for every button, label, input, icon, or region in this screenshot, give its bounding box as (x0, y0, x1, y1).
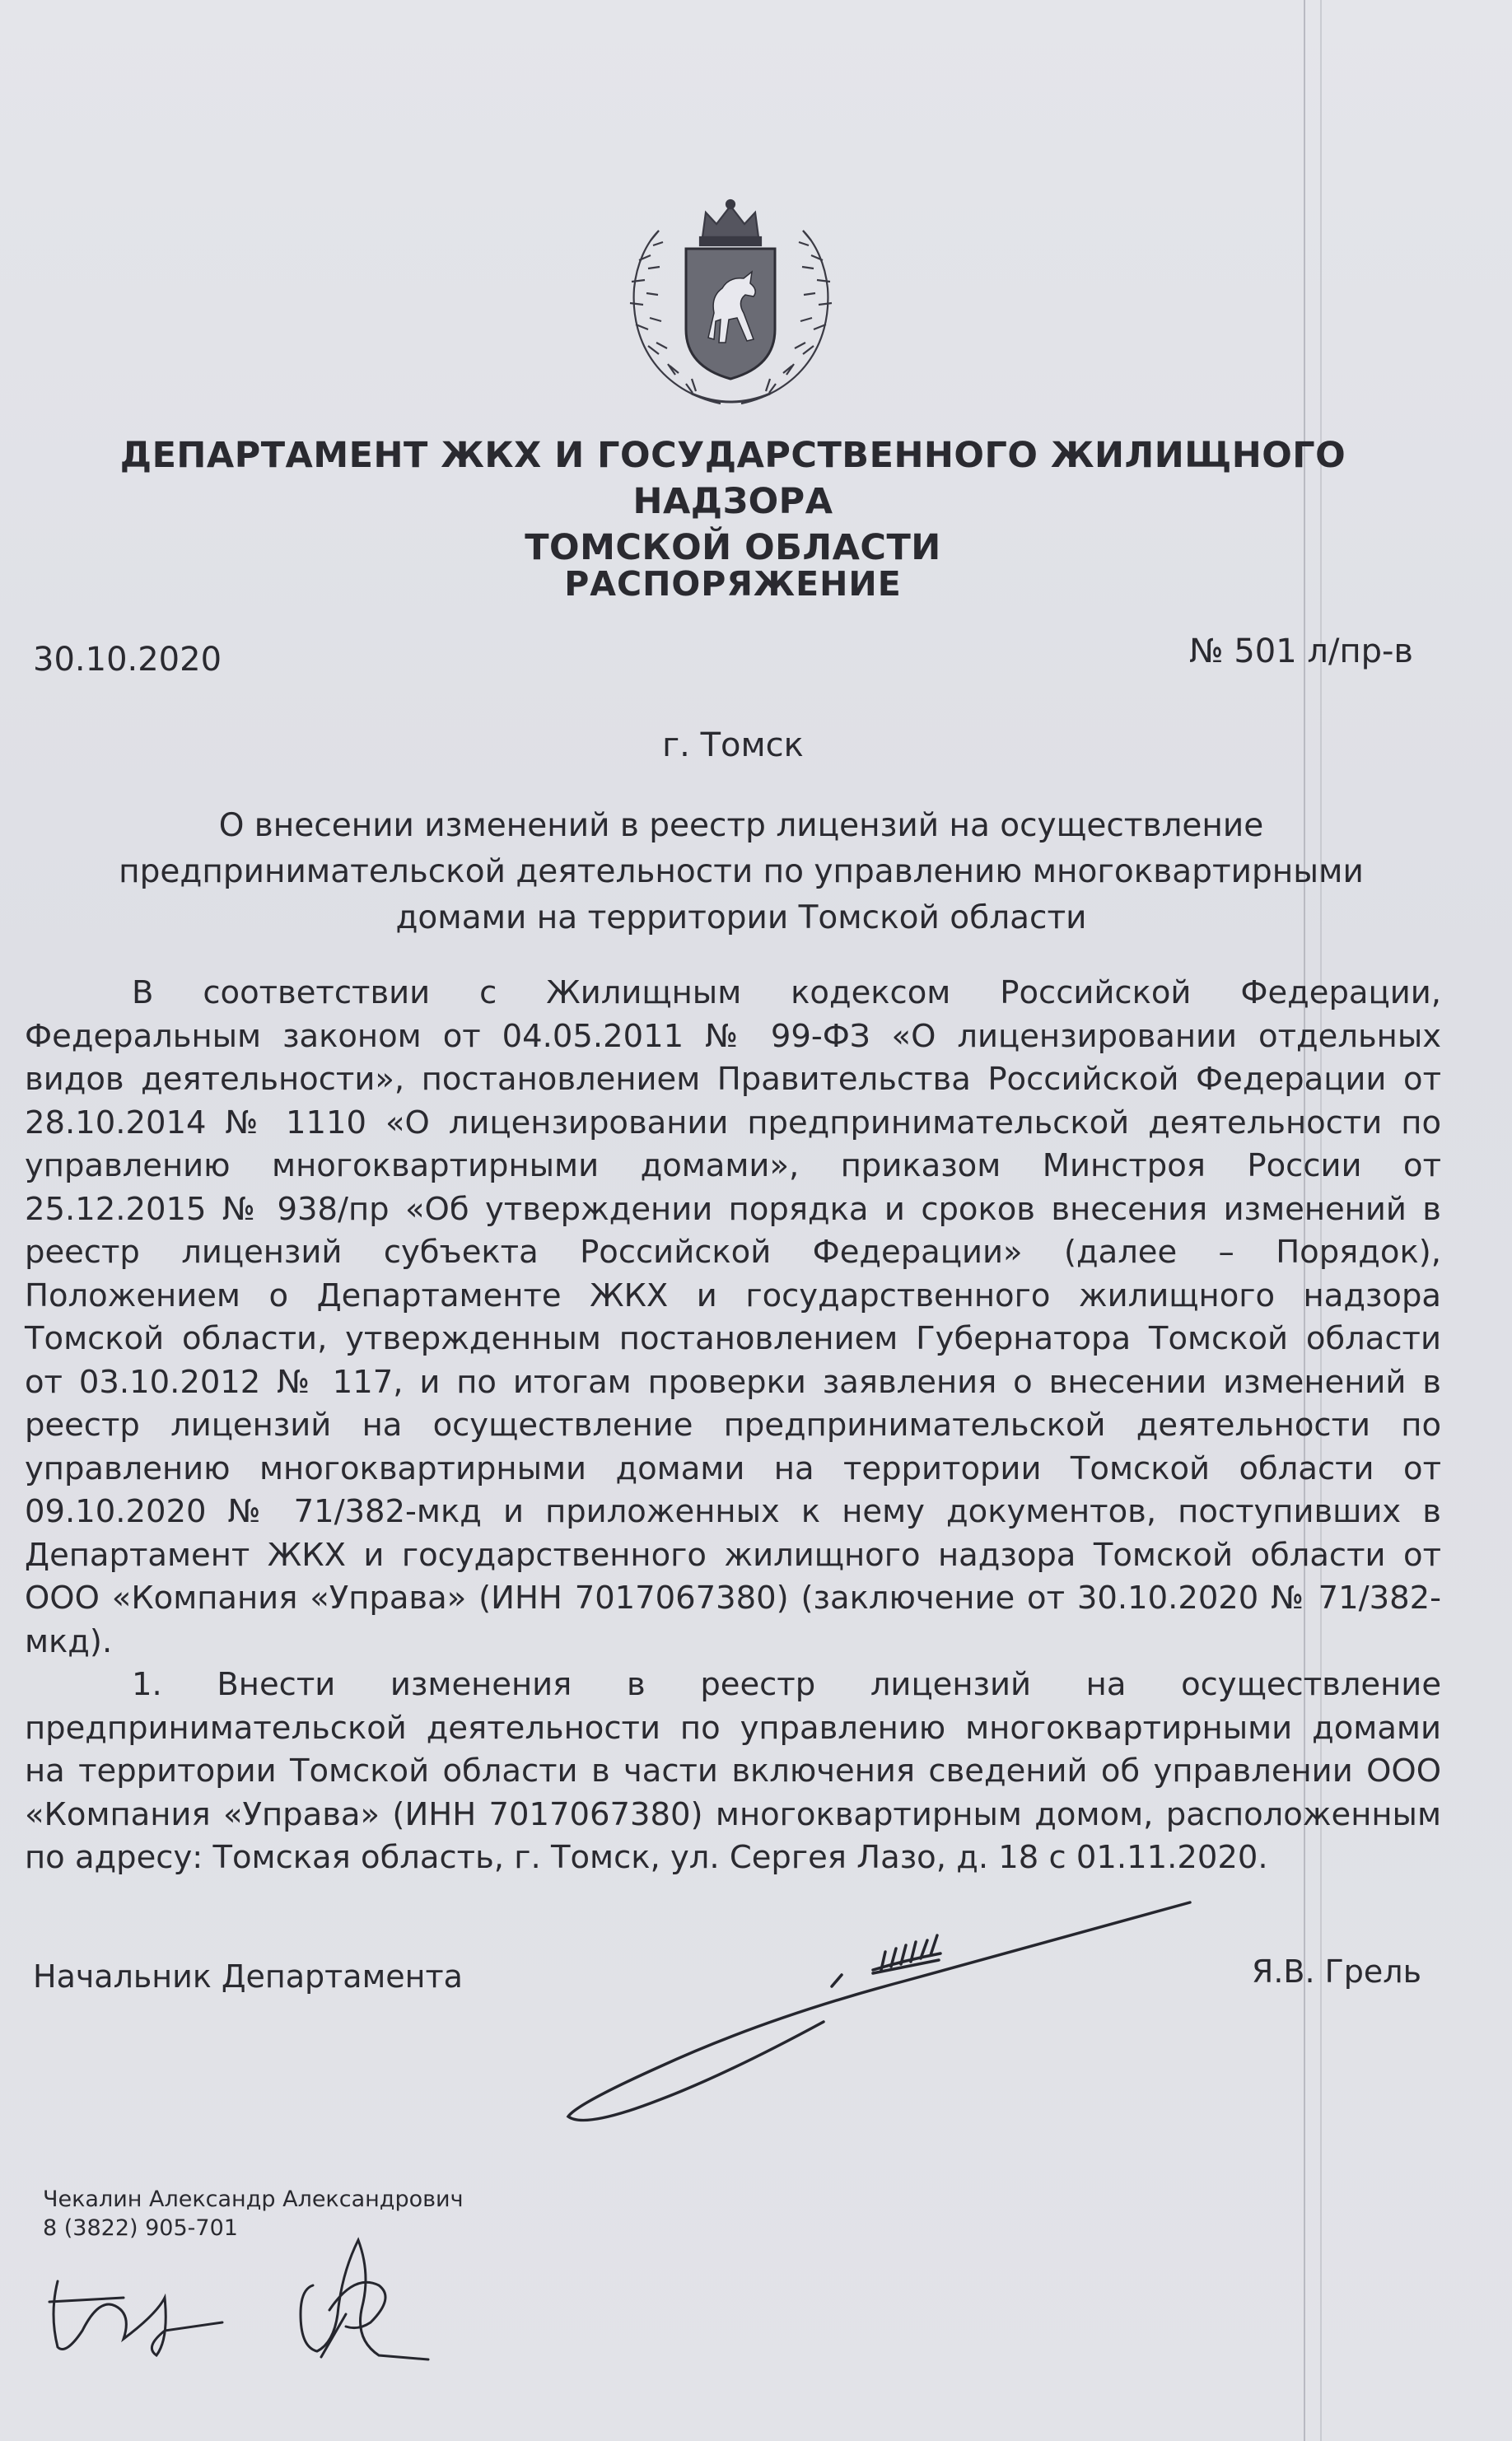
coat-of-arms-icon (614, 198, 848, 416)
signatory-name: Я.В. Грель (1251, 1953, 1421, 1990)
item-1-paragraph: 1. Внести изменения в реестр лицензий на осуществление предпринимательской деятельности по управлению многоквартирными домами на территории Томской области в части включения сведений об управлении ООО «Компания «Управа» (ИНН 7017067380) многоквартирным домом, расположенным по адресу: Томская область, г. Томск, ул. Сергея Лазо, д. 18 с 01.11.2020. (25, 1666, 1441, 1876)
header-line-1: ДЕПАРТАМЕНТ ЖКХ И ГОСУДАРСТВЕННОГО ЖИЛИЩНОГО НАДЗОРА (119, 435, 1346, 522)
header-line-2: ТОМСКОЙ ОБЛАСТИ (525, 527, 941, 568)
signature-icon (560, 1894, 1211, 2133)
executor-name: Чекалин Александр Александрович (43, 2187, 464, 2212)
preamble-paragraph: В соответствии с Жилищным кодексом Российской Федерации, Федеральным законом от 04.05.2011 № 99-ФЗ «О лицензировании отдельных видов деятельности», постановлением Правительства Российской Федерации от 28.10.2014 № 1110 «О лицензировании предпринимательской деятельности по управлению многоквартирными домами», приказом Минстроя России от 25.12.2015 № 938/пр «Об утверждении порядка и сроков внесения изменений в реестр лицензий субъекта Российской Федерации» (далее – Порядок), Положением о Департаменте ЖКХ и государственного жилищного надзора Томской области, утвержденным постановлением Губернатора Томской области от 03.10.2012 № 117, и по итогам проверки заявления о внесении изменений в реестр лицензий на осуществление предпринимательской деятельности по управлению многоквартирными домами на территории Томской области от 09.10.2020 № 71/382-мкд и приложенных к нему документов, поступивших в Департамент ЖКХ и государственного жилищного надзора Томской области от ООО «Компания «Управа» (ИНН 7017067380) (заключение от 30.10.2020 № 71/382-мкд). (25, 974, 1441, 1660)
document-number: № 501 л/пр-в (1189, 632, 1413, 670)
document-body (25, 972, 1441, 1880)
document-date: 30.10.2020 (33, 641, 222, 679)
document-subject: О внесении изменений в реестр лицензий на осуществление предпринимательской деятельности по управлению многоквартирными домами на территории Томской области (119, 807, 1364, 936)
city: г. Томск (662, 726, 804, 764)
signatory-title: Начальник Департамента (33, 1958, 463, 1995)
initials-signature-icon (33, 2224, 445, 2368)
department-header (33, 432, 1433, 571)
executor-phone: 8 (3822) 905-701 (43, 2215, 238, 2241)
document-type: РАСПОРЯЖЕНИЕ (564, 564, 902, 604)
